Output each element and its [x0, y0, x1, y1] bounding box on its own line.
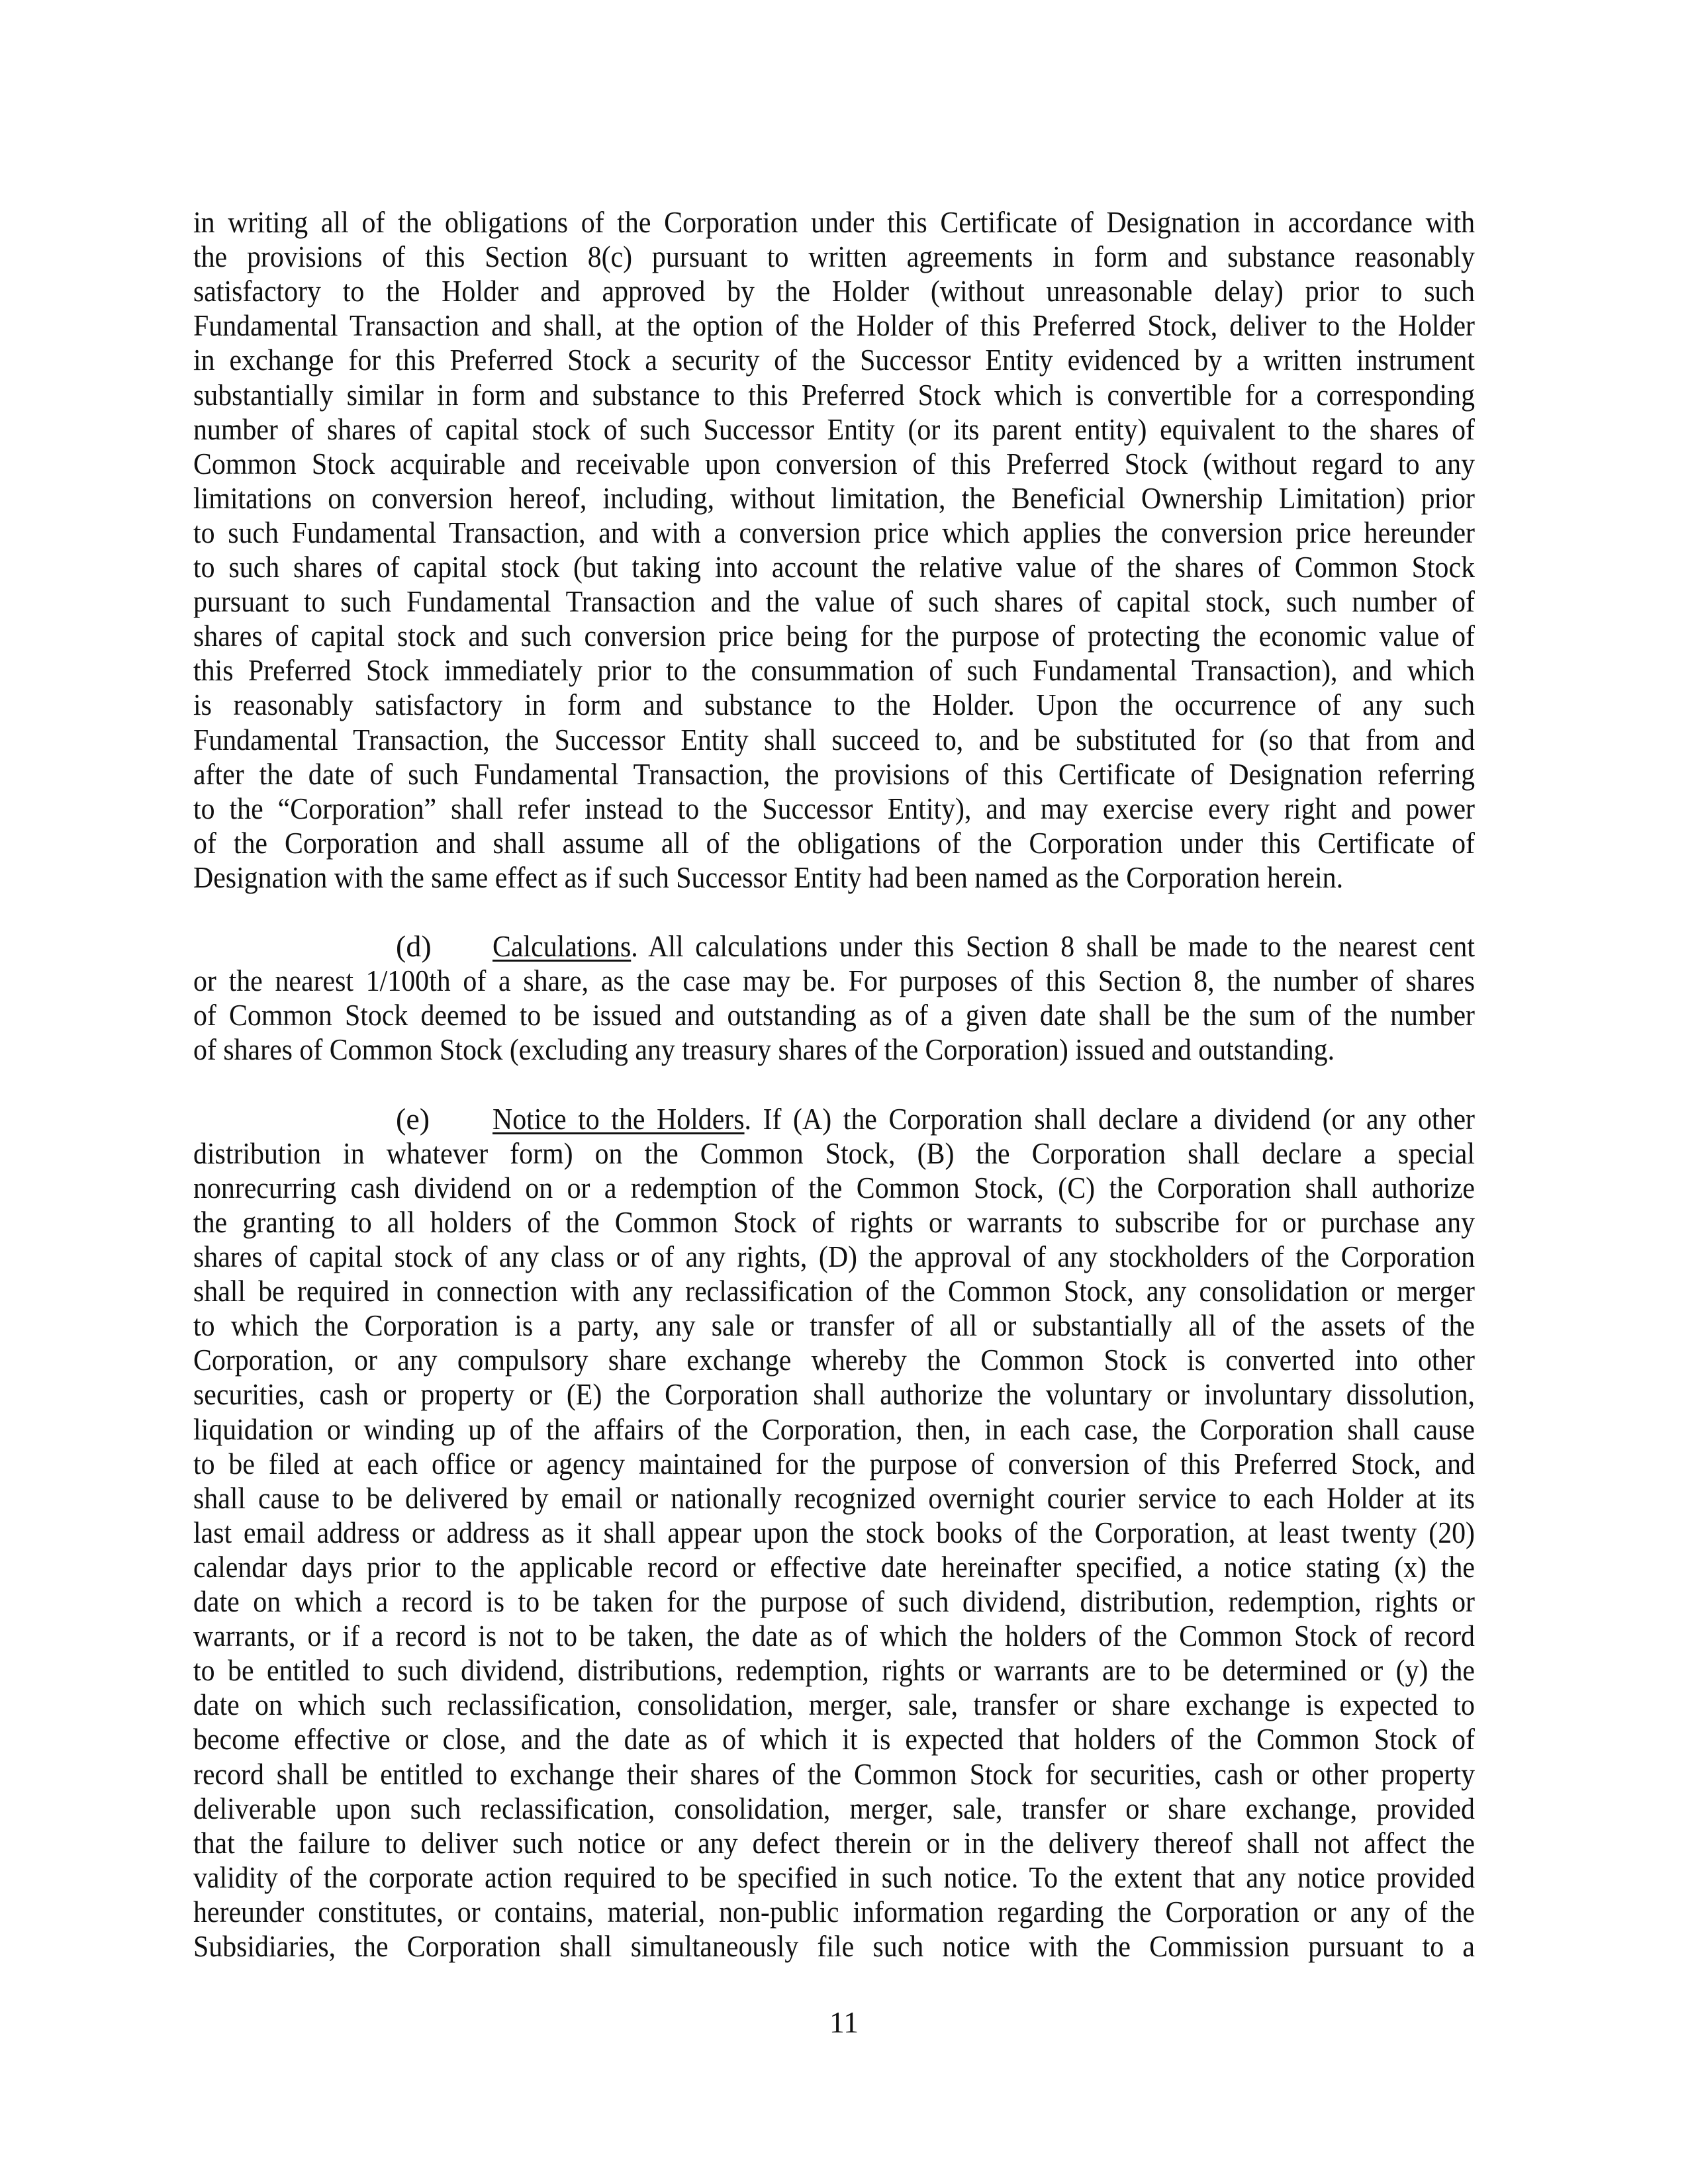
line-text: become effective or close, and the date as of which it is expected that holders of the Common Stock of [193, 1722, 1476, 1756]
text-line [193, 1860, 1475, 1895]
line-text: securities, cash or property or (E) the Corporation shall authorize the voluntary or involuntary dissolution, [193, 1377, 1476, 1412]
line-content [193, 1377, 1475, 1412]
text-line [193, 688, 1475, 722]
text-line [193, 1929, 1475, 1964]
line-content [193, 1757, 1475, 1792]
line-content [193, 1929, 1475, 1964]
line-text: Subsidiaries, the Corporation shall simultaneously file such notice with the Commission pursuant to a [193, 1929, 1475, 1963]
page-number: 11 [829, 2005, 859, 2039]
line-content [193, 860, 1343, 895]
line-content [193, 1412, 1475, 1447]
line-content [193, 757, 1475, 792]
text-line [193, 1481, 1475, 1516]
text-line [193, 792, 1475, 826]
line-content [193, 688, 1475, 722]
line-content [193, 1481, 1475, 1516]
line-text: . All calculations under this Section 8 shall be made to the nearest cent [631, 929, 1475, 964]
text-line [193, 1653, 1475, 1688]
line-content [193, 481, 1475, 516]
text-line [193, 481, 1475, 516]
line-content [193, 998, 1475, 1032]
line-text: shares of capital stock and such conversion price being for the purpose of protecting the economic value of [193, 619, 1475, 653]
text-line [193, 1826, 1475, 1860]
line-text: nonrecurring cash dividend on or a redemption of the Common Stock, (C) the Corporation shall authorize [193, 1170, 1475, 1205]
line-content [193, 412, 1475, 447]
text-line [193, 274, 1475, 308]
line-text: of the Corporation and shall assume all of the obligations of the Corporation under this Certificate of [193, 825, 1475, 860]
text-line [193, 1240, 1475, 1274]
text-line [193, 1377, 1475, 1412]
text-line [193, 998, 1475, 1032]
line-content [193, 516, 1475, 550]
line-text: hereunder constitutes, or contains, material, non-public information regarding the Corporation or any of the [193, 1894, 1475, 1929]
line-content [193, 964, 1475, 998]
line-content [193, 723, 1475, 757]
line-content [193, 792, 1475, 826]
line-content [193, 274, 1475, 308]
text-line [193, 516, 1475, 550]
text-line [193, 1584, 1475, 1619]
line-content [193, 205, 1475, 240]
line-content [193, 1205, 1475, 1240]
section-label: (e) [396, 1101, 430, 1136]
line-text: record shall be entitled to exchange their shares of the Common Stock for securities, cash or other property [193, 1756, 1475, 1791]
line-content [193, 1584, 1475, 1619]
line-text: Corporation, or any compulsory share exchange whereby the Common Stock is converted into other [193, 1343, 1475, 1377]
line-text: of shares of Common Stock (excluding any treasury shares of the Corporation) issued and outstanding. [193, 1032, 1335, 1067]
line-content [193, 1895, 1475, 1929]
text-line [193, 1792, 1475, 1826]
line-content [193, 584, 1475, 619]
text-line [193, 1447, 1475, 1481]
line-content [193, 1136, 1475, 1171]
line-content [193, 1308, 1475, 1343]
line-text: to such shares of capital stock (but taking into account the relative value of the shares of Common Stock [193, 550, 1476, 584]
line-content [193, 378, 1475, 412]
line-text: validity of the corporate action required to be specified in such notice. To the extent that any notice provided [193, 1860, 1475, 1894]
line-text: date on which a record is to be taken for the purpose of such dividend, distribution, redemption, rights or [193, 1584, 1475, 1618]
line-text: shall cause to be delivered by email or nationally recognized overnight courier service to each Holder at its [193, 1480, 1476, 1515]
text-line [193, 1205, 1475, 1240]
line-text: to which the Corporation is a party, any sale or transfer of all or substantially all of the assets of the [193, 1308, 1475, 1343]
line-content [193, 1240, 1475, 1274]
line-text: in writing all of the obligations of the Corporation under this Certificate of Designation in accordance with [193, 205, 1476, 239]
line-text: that the failure to deliver such notice or any defect therein or in the delivery thereof shall not affect the [193, 1825, 1475, 1860]
line-text: or the nearest 1/100th of a share, as the case may be. For purposes of this Section 8, the number of shares [193, 964, 1475, 998]
line-content [193, 1447, 1475, 1481]
line-text: Fundamental Transaction and shall, at the option of the Holder of this Preferred Stock, deliver to the Holder [193, 308, 1476, 343]
text-line [193, 619, 1475, 653]
line-text: shares of capital stock of any class or of any rights, (D) the approval of any stockholders of the Corporation [193, 1240, 1476, 1273]
text-line [193, 929, 1475, 964]
text-line [193, 723, 1475, 757]
line-content [193, 1550, 1475, 1584]
text-line [193, 1516, 1475, 1550]
line-content [193, 343, 1475, 377]
line-text: . If (A) the Corporation shall declare a dividend (or any other [744, 1101, 1475, 1136]
section-heading: Notice to the Holders [492, 1101, 745, 1136]
line-text: warrants, or if a record is not to be taken, the date as of which the holders of the Common Stock of record [193, 1619, 1475, 1653]
line-content [492, 1102, 1475, 1136]
text-line [193, 653, 1475, 688]
line-text: Designation with the same effect as if such Successor Entity had been named as the Corporation herein. [193, 860, 1344, 894]
text-line [193, 1895, 1475, 1929]
line-content [193, 1688, 1475, 1722]
line-content [193, 1343, 1475, 1377]
text-line [193, 1550, 1475, 1584]
line-content [193, 240, 1475, 274]
line-text: the granting to all holders of the Common Stock of rights or warrants to subscribe for or purchase any [193, 1205, 1475, 1239]
text-line [193, 1757, 1475, 1792]
line-text: to such Fundamental Transaction, and with a conversion price which applies the conversion price hereunder [193, 515, 1475, 549]
text-line [193, 1171, 1475, 1205]
line-text: limitations on conversion hereof, including, without limitation, the Beneficial Ownership Limitation) prior [193, 480, 1475, 515]
line-text: is reasonably satisfactory in form and substance to the Holder. Upon the occurrence of any such [193, 688, 1476, 722]
text-line [193, 1412, 1475, 1447]
line-content [193, 447, 1475, 481]
line-content [193, 1860, 1475, 1895]
text-line [193, 1619, 1475, 1653]
line-content [193, 1274, 1475, 1308]
line-text: substantially similar in form and substance to this Preferred Stock which is convertible for a corresponding [193, 377, 1475, 412]
line-content [193, 308, 1475, 343]
line-text: last email address or address as it shall appear upon the stock books of the Corporation, at least twenty (20) [193, 1515, 1475, 1549]
line-content [193, 826, 1475, 860]
line-content [193, 1171, 1475, 1205]
line-text: liquidation or winding up of the affairs of the Corporation, then, in each case, the Corporation shall cause [193, 1412, 1475, 1446]
text-line [193, 584, 1475, 619]
line-text: Common Stock acquirable and receivable upon conversion of this Preferred Stock (without regard to any [193, 446, 1476, 480]
line-content [193, 653, 1475, 688]
line-text: to be filed at each office or agency maintained for the purpose of conversion of this Preferred Stock, and [193, 1446, 1475, 1480]
section-label: (d) [396, 929, 432, 964]
line-text: in exchange for this Preferred Stock a security of the Successor Entity evidenced by a written instrument [193, 343, 1476, 377]
line-text: after the date of such Fundamental Transaction, the provisions of this Certificate of Designation referring [193, 756, 1475, 791]
text-line [193, 964, 1475, 998]
text-line [193, 205, 1475, 240]
line-text: satisfactory to the Holder and approved by the Holder (without unreasonable delay) prior to such [193, 274, 1475, 308]
line-content [193, 550, 1475, 584]
line-text: distribution in whatever form) on the Common Stock, (B) the Corporation shall declare a special [193, 1136, 1476, 1170]
line-text: date on which such reclassification, consolidation, merger, sale, transfer or share exchange is expected to [193, 1688, 1475, 1722]
line-content [193, 1722, 1475, 1756]
text-line [193, 378, 1475, 412]
text-line [193, 1274, 1475, 1308]
line-text: calendar days prior to the applicable record or effective date hereinafter specified, a notice stating (x) the [193, 1549, 1475, 1584]
text-line [193, 826, 1475, 860]
section-heading: Calculations [492, 929, 632, 964]
text-line [193, 1032, 1475, 1067]
text-line [193, 1102, 1475, 1136]
line-content [193, 1619, 1475, 1653]
text-line [193, 412, 1475, 447]
line-text: the provisions of this Section 8(c) pursuant to written agreements in form and substance reasonably [193, 240, 1475, 274]
line-text: Fundamental Transaction, the Successor Entity shall succeed to, and be substituted for (so that from and [193, 722, 1475, 756]
text-line [193, 343, 1475, 377]
text-line [193, 860, 1475, 895]
line-text: deliverable upon such reclassification, consolidation, merger, sale, transfer or share exchange, provided [193, 1791, 1475, 1825]
text-line [193, 1343, 1475, 1377]
text-line [193, 1308, 1475, 1343]
text-line [193, 308, 1475, 343]
text-line [193, 757, 1475, 792]
text-line [193, 447, 1475, 481]
text-line [193, 550, 1475, 584]
text-line [193, 1688, 1475, 1722]
line-text: this Preferred Stock immediately prior to the consummation of such Fundamental Transaction), and which [193, 653, 1475, 688]
text-line [193, 1136, 1475, 1171]
line-content [193, 1032, 1335, 1067]
line-content [193, 1826, 1475, 1860]
line-content [193, 619, 1475, 653]
line-content [193, 1516, 1475, 1550]
line-content [193, 1792, 1475, 1826]
line-text: shall be required in connection with any reclassification of the Common Stock, any consolidation or merger [193, 1274, 1476, 1308]
line-text: number of shares of capital stock of such Successor Entity (or its parent entity) equivalent to the shares of [193, 412, 1476, 446]
line-content [193, 1653, 1475, 1688]
text-line [193, 240, 1475, 274]
line-text: to be entitled to such dividend, distributions, redemption, rights or warrants are to be determined or (y) the [193, 1653, 1475, 1688]
line-content [492, 929, 1475, 964]
line-text: pursuant to such Fundamental Transaction and the value of such shares of capital stock, such number of [193, 584, 1475, 619]
line-text: to the “Corporation” shall refer instead to the Successor Entity), and may exercise every right and power [193, 791, 1475, 825]
text-line [193, 1722, 1475, 1756]
line-text: of Common Stock deemed to be issued and outstanding as of a given date shall be the sum of the number [193, 998, 1476, 1032]
